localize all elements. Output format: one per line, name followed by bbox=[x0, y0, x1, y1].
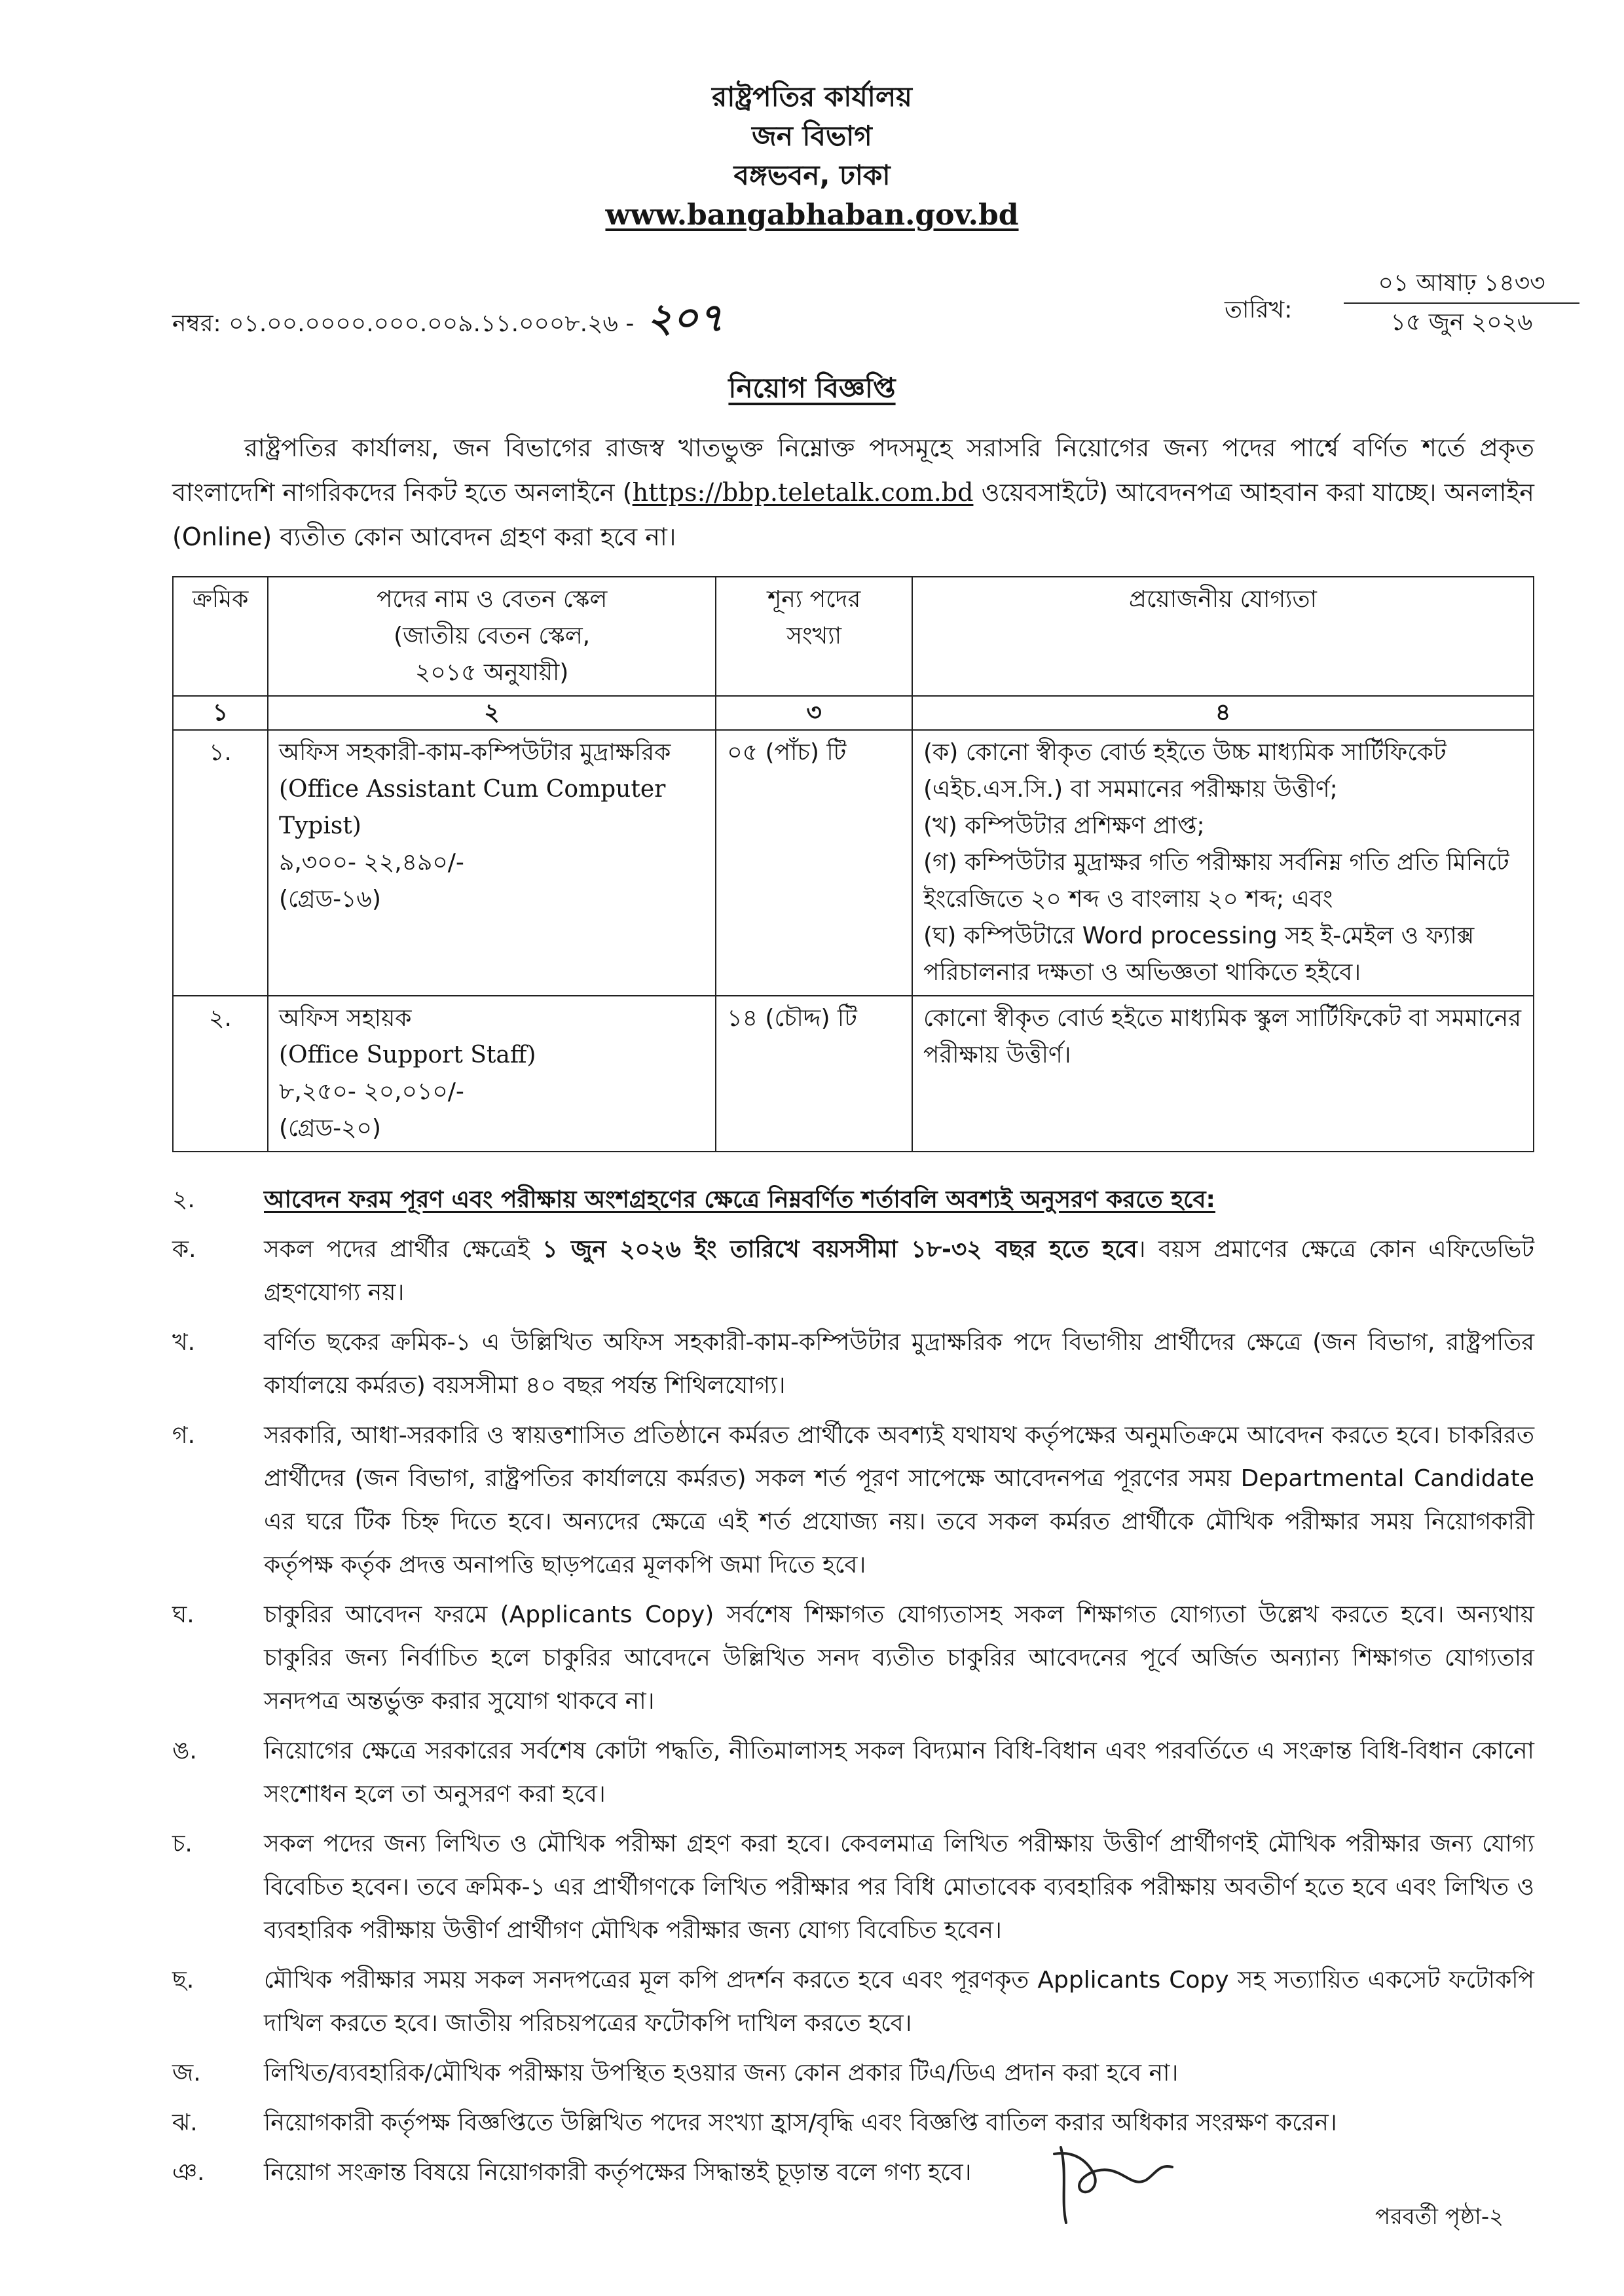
office-address: বঙ্গভবন, ঢাকা bbox=[733, 159, 891, 191]
date-label: তারিখ: bbox=[1225, 297, 1293, 323]
next-page-label: পরবর্তী পৃষ্ঠা-২ bbox=[1375, 2204, 1504, 2230]
application-link[interactable]: https://bbp.teletalk.com.bd bbox=[632, 478, 974, 507]
row-serial: ২. bbox=[173, 996, 268, 1152]
list-item: ঞ. নিয়োগ সংক্রান্ত বিষয়ে নিয়োগকারী কর্তৃপক্ষের সিদ্ধান্তই চূড়ান্ত বলে গণ্য হবে। bbox=[172, 2159, 972, 2186]
col-post: পদের নাম ও বেতন স্কেল (জাতীয় বেতন স্কেল, ২০১৫ অনুযায়ী) bbox=[268, 577, 716, 696]
conditions-heading: ২. আবেদন ফরম পূরণ এবং পরীক্ষায় অংশগ্রহণের ক্ষেত্রে নিম্নবর্ণিত শর্তাবলি অবশ্যই অনুসরণ করতে হবে: bbox=[172, 1186, 1215, 1213]
col-serial: ক্রমিক bbox=[173, 577, 268, 696]
signature-mark bbox=[1048, 2134, 1192, 2226]
list-item: ছ. মৌখিক পরীক্ষার সময় সকল সনদপত্রের মূল কপি প্রদর্শন করতে হবে এবং পূরণকৃত Applicants Copy সহ সত্যায়িত একসেট ফটোকপি দাখিল করতে হবে। জাতীয় পরিচয়পত্রের ফটোকপি দাখিল করতে হবে। bbox=[172, 1967, 1534, 2037]
office-name: রাষ্ট্রপতির কার্যালয় bbox=[712, 81, 912, 113]
memo-value: ০১.০০.০০০০.০০০.০০৯.১১.০০০৮.২৬ - bbox=[229, 310, 635, 337]
list-item: ঙ. নিয়োগের ক্ষেত্রে সরকারের সর্বশেষ কোটা পদ্ধতি, নীতিমালাসহ সকল বিদ্যমান বিধি-বিধান এবং পরবর্তিতে এ সংক্রান্ত বিধি-বিধান কোনো সংশোধন হলে তা অনুসরণ করা হবে। bbox=[172, 1738, 1534, 1808]
date-bangla: ০১ আষাঢ় ১৪৩৩ bbox=[1344, 264, 1579, 304]
notice-title: নিয়োগ বিজ্ঞপ্তি bbox=[728, 372, 896, 404]
column-number-row: ১ ২ ৩ ৪ bbox=[173, 696, 1534, 730]
website-link[interactable]: www.bangabhaban.gov.bd bbox=[605, 198, 1019, 232]
row-qualification: কোনো স্বীকৃত বোর্ড হইতে মাধ্যমিক স্কুল সার্টিফিকেট বা সমমানের পরীক্ষায় উত্তীর্ণ। bbox=[912, 996, 1534, 1152]
row-vacancy: ১৪ (চৌদ্দ) টি bbox=[716, 996, 912, 1152]
row-serial: ১. bbox=[173, 730, 268, 996]
table-row bbox=[173, 730, 1534, 996]
row-qualification: (ক) কোনো স্বীকৃত বোর্ড হইতে উচ্চ মাধ্যমিক সার্টিফিকেট (এইচ.এস.সি.) বা সমমানের পরীক্ষায় উত্তীর্ণ; (খ) কম্পিউটার প্রশিক্ষণ প্রাপ্ত; (গ) কম্পিউটার মুদ্রাক্ষর গতি পরীক্ষায় সর্বনিম্ন গতি প্রতি মিনিটে ইংরেজিতে ২০ শব্দ ও বাংলায় ২০ শব্দ; এবং (ঘ) কম্পিউটারে Word processing সহ ই-মেইল ও ফ্যাক্স পরিচালনার দক্ষতা ও অভিজ্ঞতা থাকিতে হইবে। bbox=[912, 730, 1534, 996]
list-item: ক. সকল পদের প্রার্থীর ক্ষেত্রেই ১ জুন ২০২৬ ইং তারিখে বয়সসীমা ১৮-৩২ বছর হতে হবে। বয়স প্রমাণের ক্ষেত্রে কোন এফিডেভিট গ্রহণযোগ্য নয়। bbox=[172, 1236, 1534, 1306]
table-row bbox=[173, 996, 1534, 1152]
memo-number bbox=[172, 288, 724, 354]
list-item: চ. সকল পদের জন্য লিখিত ও মৌখিক পরীক্ষা গ্রহণ করা হবে। কেবলমাত্র লিখিত পরীক্ষায় উত্তীর্ণ প্রার্থীগণই মৌখিক পরীক্ষার জন্য যোগ্য বিবেচিত হবেন। তবে ক্রমিক-১ এর প্রার্থীগণকে লিখিত পরীক্ষার পর বিধি মোতাবেক ব্যবহারিক পরীক্ষায় অবতীর্ণ হতে হবে এবং লিখিত ও ব্যবহারিক পরীক্ষায় উত্তীর্ণ প্রার্থীগণ মৌখিক পরীক্ষার জন্য যোগ্য বিবেচিত হবেন। bbox=[172, 1831, 1534, 1944]
memo-handwritten-number: ২০৭ bbox=[646, 295, 724, 341]
list-item: ঘ. চাকুরির আবেদন ফরমে (Applicants Copy) সর্বশেষ শিক্ষাগত যোগ্যতাসহ সকল শিক্ষাগত যোগ্যতা উল্লেখ করতে হবে। অন্যথায় চাকুরির জন্য নির্বাচিত হলে চাকুরির আবেদনে উল্লিখিত সনদ ব্যতীত চাকুরির আবেদনের পূর্বে অর্জিত অন্যান্য শিক্ষাগত যোগ্যতার সনদপত্র অন্তর্ভুক্ত করার সুযোগ থাকবে না। bbox=[172, 1601, 1534, 1715]
row-post: অফিস সহকারী-কাম-কম্পিউটার মুদ্রাক্ষরিক (Office Assistant Cum Computer Typist) ৯,৩০০- ২২,৪৯০/- (গ্রেড-১৬) bbox=[268, 730, 716, 996]
division-name: জন বিভাগ bbox=[752, 120, 872, 152]
letterhead bbox=[0, 77, 1624, 236]
memo-label: নম্বর: bbox=[172, 310, 221, 337]
intro-paragraph: রাষ্ট্রপতির কার্যালয়, জন বিভাগের রাজস্ব খাতভুক্ত নিম্নোক্ত পদসমূহে সরাসরি নিয়োগের জন্য পদের পার্শ্বে বর্ণিত শর্তে প্রকৃত বাংলাদেশি নাগরিকদের নিকট হতে অনলাইনে (https://bbp.teletalk.com.bd ওয়েবসাইটে) আবেদনপত্র আহবান করা যাচ্ছে। অনলাইন (Online) ব্যতীত কোন আবেদন গ্রহণ করা হবে না। bbox=[172, 433, 1534, 551]
col-vacancy: শূন্য পদের সংখ্যা bbox=[716, 577, 912, 696]
conditions-list bbox=[172, 1178, 1534, 2201]
list-item: খ. বর্ণিত ছকের ক্রমিক-১ এ উল্লিখিত অফিস সহকারী-কাম-কম্পিউটার মুদ্রাক্ষরিক পদে বিভাগীয় প্রার্থীদের ক্ষেত্রে (জন বিভাগ, রাষ্ট্রপতির কার্যালয়ে কর্মরত) বয়সসীমা ৪০ বছর পর্যন্ত শিথিলযোগ্য। bbox=[172, 1329, 1534, 1399]
table-header-row bbox=[173, 577, 1534, 696]
list-item: ঝ. নিয়োগকারী কর্তৃপক্ষ বিজ্ঞপ্তিতে উল্লিখিত পদের সংখ্যা হ্রাস/বৃদ্ধি এবং বিজ্ঞপ্তি বাতিল করার অধিকার সংরক্ষণ করেন। bbox=[172, 2109, 1337, 2136]
posts-table bbox=[172, 576, 1534, 1152]
row-vacancy: ০৫ (পাঁচ) টি bbox=[716, 730, 912, 996]
list-item: জ. লিখিত/ব্যবহারিক/মৌখিক পরীক্ষায় উপস্থিত হওয়ার জন্য কোন প্রকার টিএ/ডিএ প্রদান করা হবে না। bbox=[172, 2060, 1179, 2086]
col-qualification: প্রয়োজনীয় যোগ্যতা bbox=[912, 577, 1534, 696]
date-gregorian: ১৫ জুন ২০২৬ bbox=[1390, 309, 1533, 336]
row-post: অফিস সহায়ক (Office Support Staff) ৮,২৫০- ২০,০১০/- (গ্রেড-২০) bbox=[268, 996, 716, 1152]
list-item: গ. সরকারি, আধা-সরকারি ও স্বায়ত্তশাসিত প্রতিষ্ঠানে কর্মরত প্রার্থীকে অবশ্যই যথাযথ কর্তৃপক্ষের অনুমতিক্রমে আবেদন করতে হবে। চাকরিরত প্রার্থীদের (জন বিভাগ, রাষ্ট্রপতির কার্যালয়ে কর্মরত) সকল শর্ত পূরণ সাপেক্ষে আবেদনপত্র পূরণের সময় Departmental Candidate এর ঘরে টিক চিহ্ন দিতে হবে। অন্যদের ক্ষেত্রে এই শর্ত প্রযোজ্য নয়। তবে সকল কর্মরত প্রার্থীকে মৌখিক পরীক্ষার সময় নিয়োগকারী কর্তৃপক্ষ কর্তৃক প্রদত্ত অনাপত্তি ছাড়পত্রের মূলকপি জমা দিতে হবে। bbox=[172, 1422, 1534, 1578]
